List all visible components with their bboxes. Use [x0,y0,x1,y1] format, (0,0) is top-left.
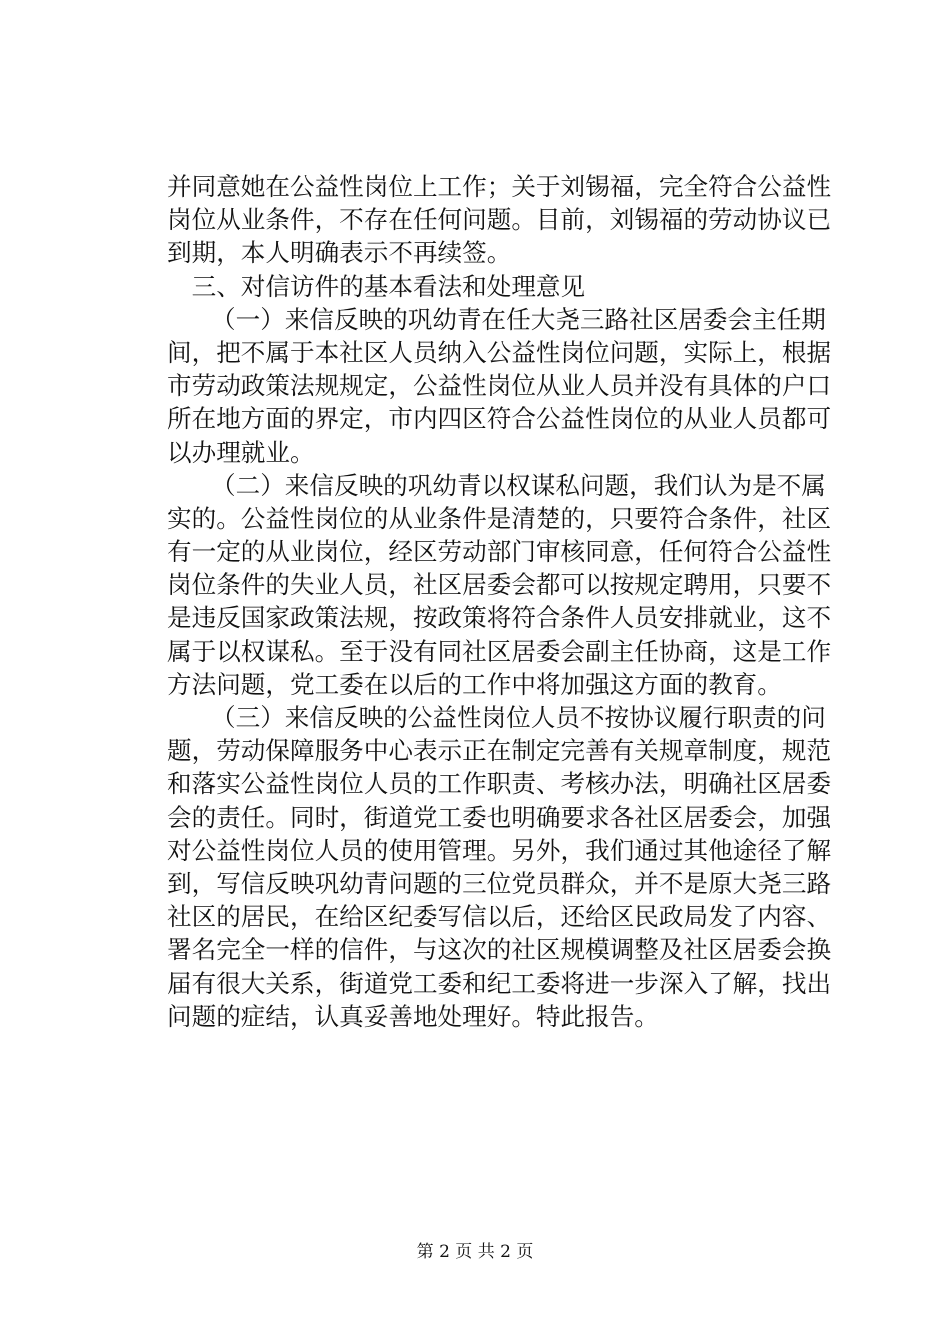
text-line: 间，把不属于本社区人员纳入公益性岗位问题，实际上，根据 [167,337,832,367]
text-line: 岗位从业条件，不存在任何问题。目前，刘锡福的劳动协议已 [167,205,832,235]
text-line: 有一定的从业岗位，经区劳动部门审核同意，任何符合公益性 [167,537,832,567]
text-line: 对公益性岗位人员的使用管理。另外，我们通过其他途径了解 [167,835,832,865]
text-line: 所在地方面的界定，市内四区符合公益性岗位的从业人员都可 [167,404,832,434]
text-line: 到，写信反映巩幼青问题的三位党员群众，并不是原大尧三路 [167,868,832,898]
text-line: 属于以权谋私。至于没有同社区居委会副主任协商，这是工作 [167,636,832,666]
text-line: 题，劳动保障服务中心表示正在制定完善有关规章制度，规范 [167,736,832,766]
text-line: （三）来信反映的公益性岗位人员不按协议履行职责的问 [211,703,826,732]
text-line: 问题的症结，认真妥善地处理好。特此报告。 [167,1001,659,1031]
text-line: 和落实公益性岗位人员的工作职责、考核办法，明确社区居委 [167,769,832,799]
text-line: 是违反国家政策法规，按政策将符合条件人员安排就业，这不 [167,603,832,633]
text-line: 社区的居民，在给区纪委写信以后，还给区民政局发了内容、 [167,902,832,932]
text-line: 届有很大关系，街道党工委和纪工委将进一步深入了解，找出 [167,968,832,998]
text-line: 三、对信访件的基本看法和处理意见 [191,271,586,301]
text-line: 到期，本人明确表示不再续签。 [167,238,512,268]
text-line: 会的责任。同时，街道党工委也明确要求各社区居委会，加强 [167,802,832,832]
text-line: （二）来信反映的巩幼青以权谋私问题，我们认为是不属 [211,470,826,500]
text-line: 方法问题，党工委在以后的工作中将加强这方面的教育。 [167,669,782,699]
text-line: 署名完全一样的信件，与这次的社区规模调整及社区居委会换 [167,935,832,965]
text-line: 岗位条件的失业人员，社区居委会都可以按规定聘用，只要不 [167,570,832,600]
text-line: 并同意她在公益性岗位上工作；关于刘锡福，完全符合公益性 [167,172,832,201]
document-body [167,170,832,1033]
text-line: （一）来信反映的巩幼青在任大尧三路社区居委会主任期 [211,304,826,334]
text-line: 以办理就业。 [167,437,315,467]
text-line: 实的。公益性岗位的从业条件是清楚的，只要符合条件，社区 [167,503,832,533]
text-line: 市劳动政策法规规定，公益性岗位从业人员并没有具体的户口 [167,371,832,401]
page-footer: 第 2 页 共 2 页 [416,1242,534,1262]
